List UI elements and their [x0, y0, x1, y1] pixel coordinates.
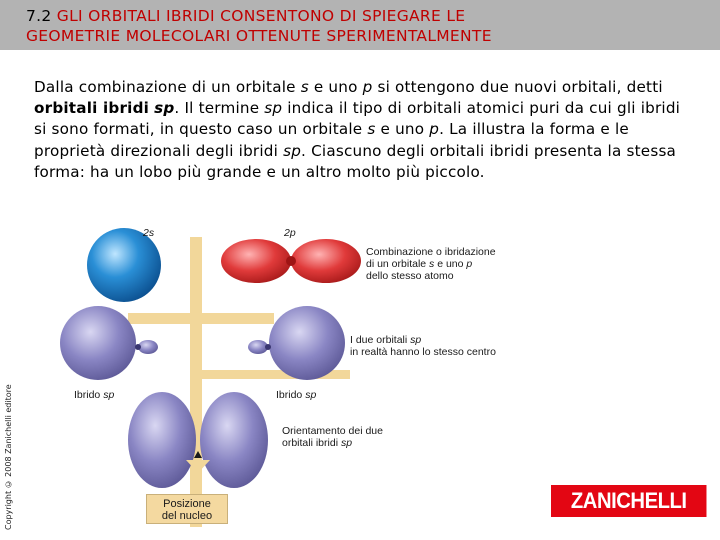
- text-run: Ibrido: [276, 389, 306, 401]
- zanichelli-logo: ZANICHELLI: [551, 485, 706, 517]
- text-run: sp: [410, 334, 422, 346]
- text-run: e uno: [434, 258, 467, 270]
- text-run: . La illustra la forma e le proprietà direzionali degli ibridi: [34, 120, 629, 160]
- text-run-bold: orbitali ibridi: [34, 99, 150, 118]
- text-run: in realtà hanno lo stesso centro: [350, 346, 496, 358]
- title-line-2: GEOMETRIE MOLECOLARI OTTENUTE SPERIMENTALMENTE: [26, 27, 492, 45]
- label-2p: 2p: [284, 227, 296, 239]
- text-run: sp: [264, 99, 283, 118]
- text-run: sp: [305, 389, 317, 401]
- text-run: sp: [103, 389, 115, 401]
- text-run: sp: [283, 141, 302, 160]
- label-2s: 2s: [143, 227, 155, 239]
- text-run: e uno: [308, 78, 363, 96]
- text-run: Orientamento dei due: [282, 425, 383, 437]
- text-run: s: [367, 120, 376, 139]
- p-orbital-shape: [221, 239, 361, 283]
- label-ibrido-right: [276, 389, 316, 401]
- text-run: orbitali ibridi: [282, 437, 341, 449]
- s-orbital-shape: [87, 228, 161, 302]
- slide-title: [26, 6, 706, 46]
- section-number: 7.2: [26, 7, 52, 25]
- text-run: p: [429, 120, 440, 139]
- slide-header: [0, 0, 720, 50]
- text-run: Ibrido: [74, 389, 104, 401]
- text-run: s: [429, 258, 435, 270]
- text-run: s: [300, 78, 309, 96]
- text-run-bold: sp: [154, 99, 175, 118]
- text-run: p: [362, 78, 373, 96]
- label-combination: [366, 246, 496, 282]
- copyright-notice: Copyright © 2008 Zanichelli editore: [4, 384, 13, 530]
- text-run: Posizione: [163, 498, 211, 510]
- text-run: . Ciascuno degli orbitali ibridi presenta la stessa forma: ha un lobo più grande e un altro molto più piccolo.: [34, 141, 677, 181]
- title-line-1: GLI ORBITALI IBRIDI CONSENTONO DI SPIEGARE LE: [56, 7, 466, 25]
- body-paragraph: [34, 77, 694, 183]
- text-run: del nucleo: [161, 510, 213, 522]
- text-run: dello stesso atomo: [366, 270, 454, 282]
- text-run: sp: [340, 437, 353, 449]
- label-ibrido-left: [74, 389, 114, 401]
- text-run: . Il termine: [174, 99, 265, 118]
- text-run: Dalla combinazione di un orbitale: [34, 78, 301, 96]
- text-run: Combinazione o ibridazione: [366, 246, 496, 258]
- label-orientation: [282, 425, 383, 449]
- text-run: si ottengono due nuovi orbitali, detti: [372, 78, 663, 96]
- nucleus-position-label: [146, 494, 228, 524]
- text-run: di un orbitale: [366, 258, 430, 270]
- text-run: p: [466, 258, 473, 270]
- text-run: e uno: [375, 120, 430, 139]
- text-run: I due orbitali: [350, 334, 411, 346]
- text-run: indica il tipo di orbitali atomici puri da cui gli ibridi si sono formati, in questo caso un orbitale: [34, 99, 681, 139]
- label-same-center: [350, 334, 496, 358]
